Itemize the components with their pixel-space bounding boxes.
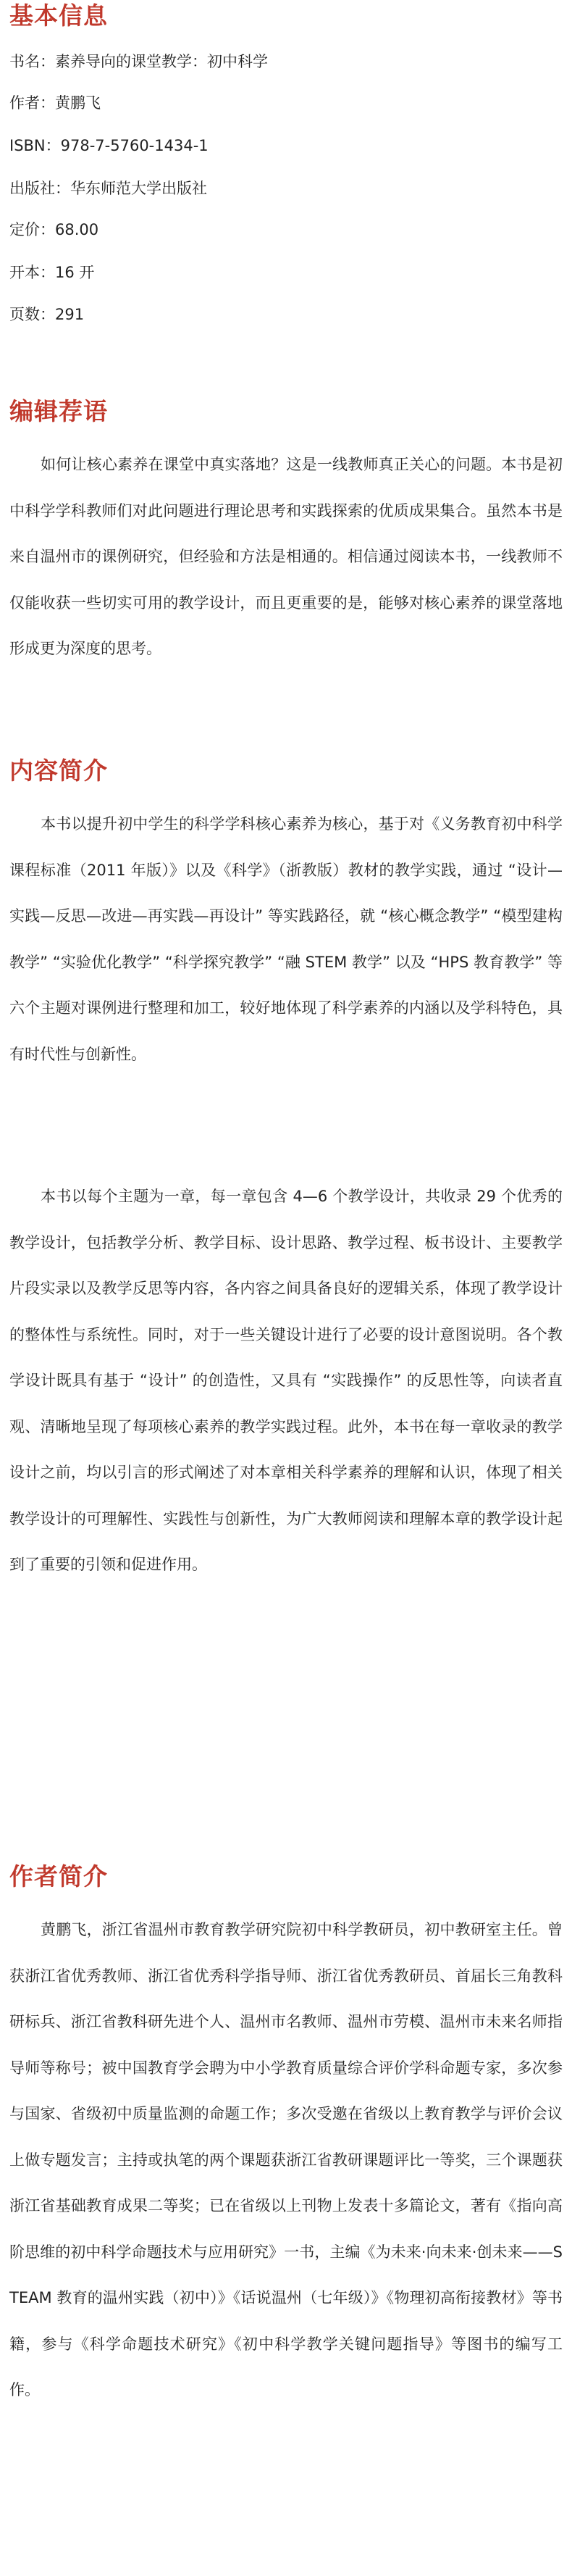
author-intro-heading: 作者简介 xyxy=(9,1862,108,1891)
publisher-line: 出版社：华东师范大学出版社 xyxy=(9,180,207,197)
format-line: 开本：16 开 xyxy=(9,264,95,281)
author-line: 作者：黄鹏飞 xyxy=(9,94,101,112)
content-summary-paragraph-1: 本书以提升初中学生的科学学科核心素养为核心，基于对《义务教育初中科学课程标准（2011 年版）》以及《科学》（浙教版）教材的教学实践，通过 “设计—实践—反思—改进—再实践—再设计” 等实践路径，就 “核心概念教学” “模型建构教学” “实验优化教学” “科学探究教学” “融 STEM 教学” 以及 “HPS 教育教学” 等六个主题对课例进行整理和加工，较好地体现了科学素养的内涵以及学科特色，具有时代性与创新性。 xyxy=(9,815,563,1063)
content-summary-heading: 内容简介 xyxy=(9,756,108,785)
book-title-line: 书名：素养导向的课堂教学：初中科学 xyxy=(9,53,268,70)
pages-line: 页数：291 xyxy=(9,306,85,323)
author-intro-paragraph: 黄鹏飞，浙江省温州市教育教学研究院初中科学教研员，初中教研室主任。曾获浙江省优秀教师、浙江省优秀科学指导师、浙江省优秀教研员、首届长三角教科研标兵、浙江省教科研先进个人、温州市名教师、温州市劳模、温州市未来名师指导师等称号；被中国教育学会聘为中小学教育质量综合评价学科命题专家，多次参与国家、省级初中质量监测的命题工作；多次受邀在省级以上教育教学与评价会议上做专题发言；主持或执笔的两个课题获浙江省教研课题评比一等奖，三个课题获浙江省基础教育成果二等奖；已在省级以上刊物上发表十多篇论文，著有《指向高阶思维的初中科学命题技术与应用研究》一书，主编《为未来·向未来·创未来——STEAM 教育的温州实践（初中）》《话说温州（七年级）》《物理初高衔接教材》等书籍，参与《科学命题技术研究》《初中科学教学关键问题指导》等图书的编写工作。 xyxy=(9,1921,563,2398)
content-summary-paragraph-2: 本书以每个主题为一章，每一章包含 4—6 个教学设计，共收录 29 个优秀的教学设计，包括教学分析、教学目标、设计思路、教学过程、板书设计、主要教学片段实录以及教学反思等内容，各内容之间具备良好的逻辑关系，体现了教学设计的整体性与系统性。同时，对于一些关键设计进行了必要的设计意图说明。各个教学设计既具有基于 “设计” 的创造性，又具有 “实践操作” 的反思性等，向读者直观、清晰地呈现了每项核心素养的教学实践过程。此外，本书在每一章收录的教学设计之前，均以引言的形式阐述了对本章相关科学素养的理解和认识，体现了相关教学设计的可理解性、实践性与创新性，为广大教师阅读和理解本章的教学设计起到了重要的引领和促进作用。 xyxy=(9,1188,563,1573)
price-line: 定价：68.00 xyxy=(9,221,99,238)
basic-info-heading: 基本信息 xyxy=(9,1,108,30)
isbn-line: ISBN：978-7-5760-1434-1 xyxy=(9,137,209,154)
editor-recommendation-heading: 编辑荐语 xyxy=(9,397,108,425)
editor-recommendation-paragraph: 如何让核心素养在课堂中真实落地？这是一线教师真正关心的问题。本书是初中科学学科教师们对此问题进行理论思考和实践探索的优质成果集合。虽然本书是来自温州市的课例研究，但经验和方法是相通的。相信通过阅读本书，一线教师不仅能收获一些切实可用的教学设计，而且更重要的是，能够对核心素养的课堂落地形成更为深度的思考。 xyxy=(9,456,563,657)
